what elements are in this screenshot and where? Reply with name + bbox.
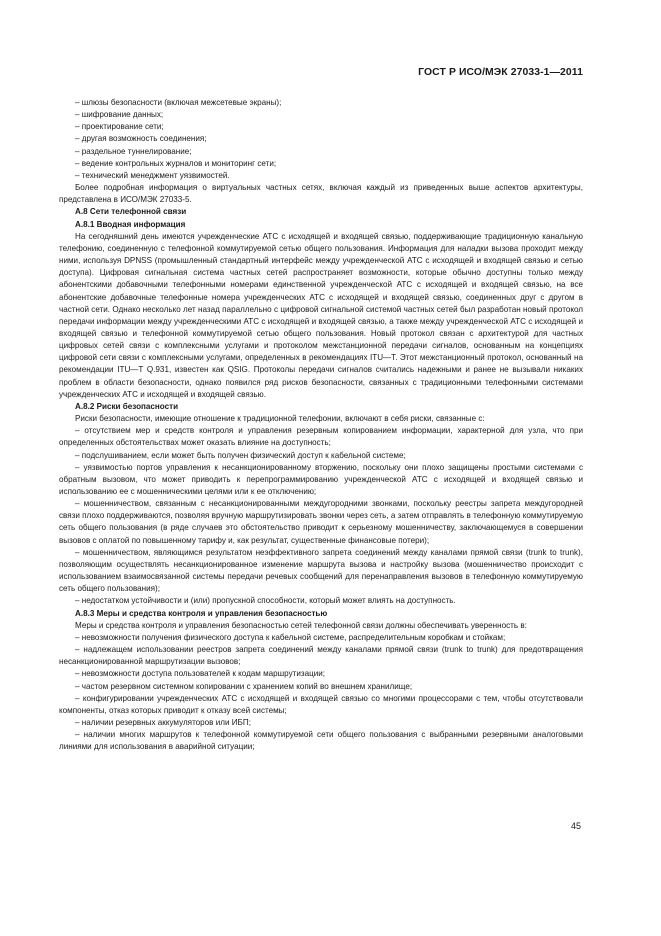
list-item: – мошенничеством, являющимся результатом неэффективного запрета соединений между каналами прямой связи (trunk to trunk), позволяющим осуществлять несанкционированное изменение маршрута вызова и настройку вызова (мошенничество происходит с использованием взаимосвязанной системы передачи речевых сообщений для перенаправления вызовов в телефонную коммутируемую сеть общего пользования); [59,547,583,594]
list-item: – невозможности получения физического доступа к кабельной системе, распределительным коробкам и стойкам; [75,632,506,642]
body-text [59,97,583,753]
list-item: – недостатком устойчивости и (или) пропускной способности, который может влиять на доступность. [75,596,456,606]
list-item: – отсутствием мер и средств контроля и управления резервным копированием информации, характерной для узла, что при определенных обстоятельствах может оказать влияние на доступность; [59,426,583,448]
list-item: – невозможности доступа пользователей к кодам маршрутизации; [75,669,325,679]
paragraph: На сегодняшний день имеются учрежденческие АТС с исходящей и входящей связью, поддерживающие традиционную канальную телефонию, соединенную с телефонной коммутируемой сетью общего пользования. Информация для наладки вызова проходит между ними, используя DPNSS (промышленный стандартный интерфейс между учрежденческой АТС с исходящей и входящей связью и сетью доступа). Цифровая сигнальная система частных сетей распространяет возможности, которые обычно доступны только между абонентскими добавочными телефонными номерами единственной учрежденческой АТС с исходящей и входящей связью, на все абонентские добавочные телефонные номера учрежденческих АТС с исходящей и входящей связью, соединенных друг с другом в частной сети. Однако несколько лет назад параллельно с цифровой сигнальной системой частных сетей был разработан новый протокол передачи информации между учрежденческими АТС с исходящей и входящей связью, а также между учрежденческой АТС с исходящей и входящей связью и телефонной коммутируемой сетью общего пользования. Новый протокол связан с архитектурой для частных цифровых сетей связи с комплексными услугами и протоколом межстанционной передачи сигналов, основанным на концепциях цифровой сети связи с комплексными услугами, определенных в рекомендациях ITU—T. Этот межстанционный протокол, основанный на рекомендации ITU—T Q.931, известен как QSIG. Протоколы передачи сигналов считались надежными и ранее не вызывали никаких проблем в области безопасности, однако появился ряд рисков безопасности, связанных с традиционными телефонными системами учрежденческих АТС и исходящей и входящей связью. [59,231,583,399]
paragraph: Более подробная информация о виртуальных частных сетях, включая каждый из приведенных выше аспектов архитектуры, представлена в ИСО/МЭК 27033-5. [59,183,583,205]
subsection-heading: А.8.1 Вводная информация [75,219,186,229]
list-item: – наличии резервных аккумуляторов или ИБП; [75,717,251,727]
list-item: – уязвимостью портов управления к несанкционированному вторжению, поскольку они плохо защищены простыми системами с обратным вызовом, что может приводить к перепрограммированию учрежденческой АТС с исходящей и входящей связью и использованию ее с мошенническими целями или к ее отключению; [59,462,583,496]
list-item: – мошенничеством, связанным с несанкционированными междугородними звонками, поскольку реестры запрета междугородней связи плохо поддерживаются, позволяя вручную маршрутизировать звонки через сеть, а затем отправлять в телефонную коммутируемую сеть общего пользования (в ряде случаев это обстоятельство приводит к серьезному мошенничеству, заключающемуся в совершении вызовов с оплатой по повышенному тарифу и, как результат, существенные финансовые потери); [59,499,583,545]
page-number: 45 [570,821,581,831]
list-item: – технический менеджмент уязвимостей. [75,170,230,180]
list-item: – другая возможность соединения; [75,134,207,144]
paragraph: Меры и средства контроля и управления безопасностью сетей телефонной связи должны обеспечивать уверенность в: [75,620,527,630]
list-item: – шлюзы безопасности (включая межсетевые экраны); [75,98,282,107]
list-item: – наличии многих маршрутов к телефонной коммутируемой сети общего пользования с выбранными резервными аналоговыми линиями для использования в аварийной ситуации; [59,730,583,752]
standard-designation: ГОСТ Р ИСО/МЭК 27033-1—2011 [418,67,583,78]
paragraph: Риски безопасности, имеющие отношение к традиционной телефонии, включают в себя риски, связанные с: [75,414,485,424]
subsection-heading: А.8.2 Риски безопасности [75,401,179,411]
list-item: – надлежащем использовании реестров запрета соединений между каналами прямой связи (trunk to trunk) для предотвращения несанкционированной маршрутизации вызовов; [59,645,583,667]
list-item: – шифрование данных; [75,110,164,120]
list-item: – подслушиванием, если может быть получен физический доступ к кабельной системе; [75,450,406,460]
list-item: – конфигурировании учрежденческих АТС с исходящей и входящей связью со многими процессорами с тем, чтобы отсутствовали компоненты, отказ которых приводит к отказу всей системы; [59,693,583,715]
list-item: – проектирование сети; [75,122,164,132]
section-heading: А.8 Сети телефонной связи [75,207,187,217]
list-item: – раздельное туннелирование; [75,146,192,156]
list-item: – частом резервном системном копировании с хранением копий во внешнем хранилище; [75,681,413,691]
subsection-heading: А.8.3 Меры и средства контроля и управления безопасностью [75,608,328,618]
list-item: – ведение контрольных журналов и мониторинг сети; [75,158,277,168]
